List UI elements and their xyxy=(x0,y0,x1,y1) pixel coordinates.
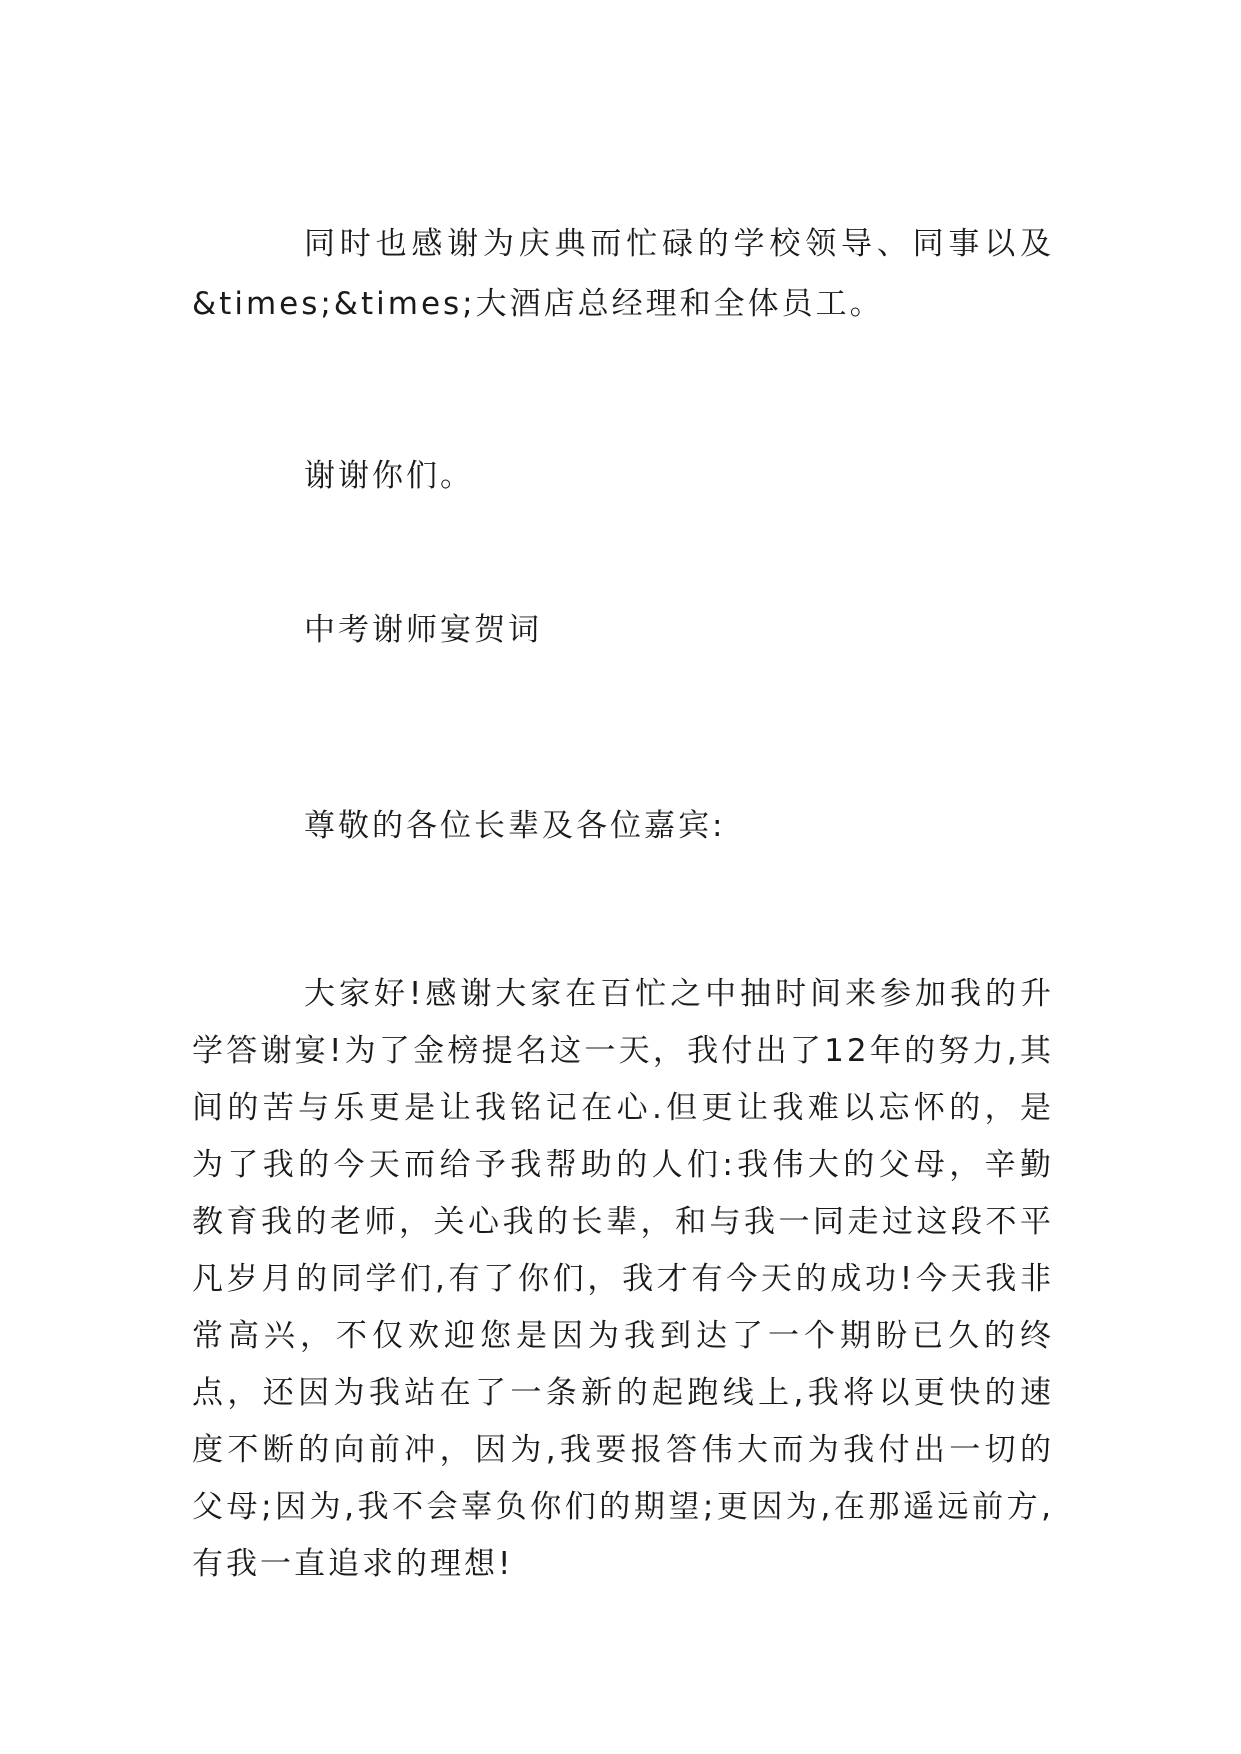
salutation: 尊敬的各位长辈及各位嘉宾: xyxy=(304,808,726,844)
paragraph-thanks-staff: 同时也感谢为庆典而忙碌的学校领导、同事以及&times;&times;大酒店总经理和全体员工。 xyxy=(192,226,1054,322)
paragraph-thank-you: 谢谢你们。 xyxy=(304,458,474,494)
section-title: 中考谢师宴贺词 xyxy=(304,612,542,648)
paragraph-speech-body: 大家好!感谢大家在百忙之中抽时间来参加我的升学答谢宴!为了金榜提名这一天，我付出了12年的努力,其间的苦与乐更是让我铭记在心.但更让我难以忘怀的，是为了我的今天而给予我帮助的人们:我伟大的父母，辛勤教育我的老师，关心我的长辈，和与我一同走过这段不平凡岁月的同学们,有了你们，我才有今天的成功!今天我非常高兴，不仅欢迎您是因为我到达了一个期盼已久的终点，还因为我站在了一条新的起跑线上,我将以更快的速度不断的向前冲，因为,我要报答伟大而为我付出一切的父母;因为,我不会辜负你们的期望;更因为,在那遥远前方,有我一直追求的理想! xyxy=(192,976,1054,1582)
